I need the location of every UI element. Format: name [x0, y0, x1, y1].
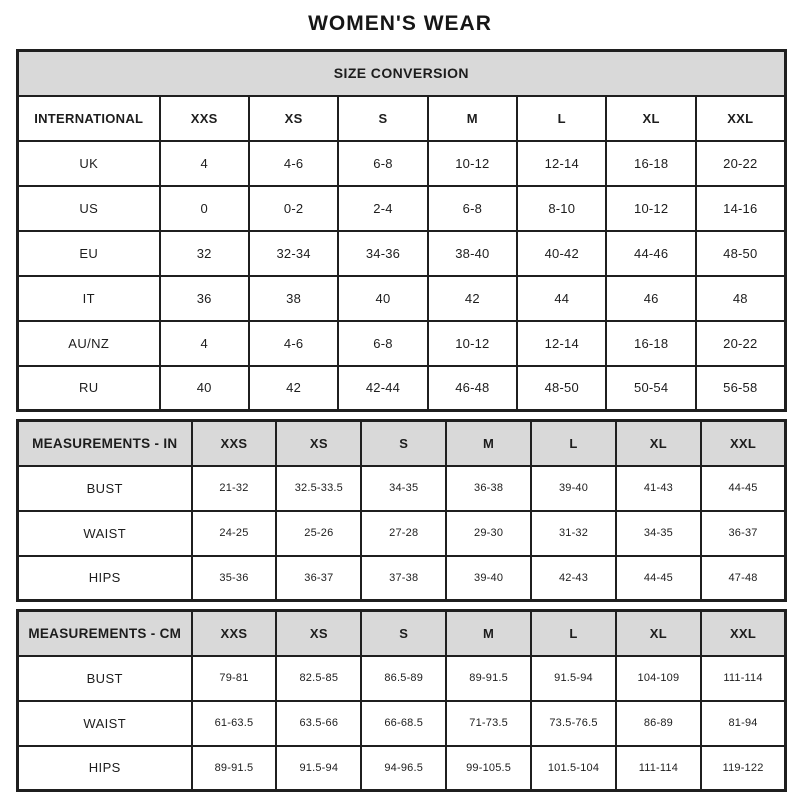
size-value-cell: 0 [160, 186, 249, 231]
size-value-cell: 40 [160, 366, 249, 411]
measurement-value-cell: 91.5-94 [276, 746, 361, 791]
size-conversion-title: SIZE CONVERSION [18, 51, 786, 96]
size-value-cell: 20-22 [696, 141, 785, 186]
size-column-header: XL [616, 421, 701, 466]
measurement-value-cell: 99-105.5 [446, 746, 531, 791]
measurement-value-cell: 39-40 [446, 556, 531, 601]
measurement-value-cell: 41-43 [616, 466, 701, 511]
measurement-value-cell: 66-68.5 [361, 701, 446, 746]
measurement-value-cell: 25-26 [276, 511, 361, 556]
measurement-value-cell: 39-40 [531, 466, 616, 511]
measurement-value-cell: 34-35 [361, 466, 446, 511]
size-value-cell: 46 [606, 276, 695, 321]
region-row-label: UK [18, 141, 160, 186]
measurement-value-cell: 89-91.5 [446, 656, 531, 701]
measurement-value-cell: 42-43 [531, 556, 616, 601]
size-value-cell: 34-36 [338, 231, 427, 276]
size-column-header: XS [276, 421, 361, 466]
measurement-value-cell: 71-73.5 [446, 701, 531, 746]
size-column-header: XL [606, 96, 695, 141]
size-column-header: XXS [192, 611, 277, 656]
measurement-value-cell: 101.5-104 [531, 746, 616, 791]
size-column-header: L [517, 96, 606, 141]
size-column-header: L [531, 421, 616, 466]
size-column-header: XL [616, 611, 701, 656]
size-column-header: XS [249, 96, 338, 141]
size-value-cell: 4-6 [249, 141, 338, 186]
size-value-cell: 4 [160, 141, 249, 186]
measurement-value-cell: 24-25 [192, 511, 277, 556]
measurement-value-cell: 29-30 [446, 511, 531, 556]
measurement-value-cell: 21-32 [192, 466, 277, 511]
size-value-cell: 44-46 [606, 231, 695, 276]
size-value-cell: 32 [160, 231, 249, 276]
size-value-cell: 48-50 [517, 366, 606, 411]
size-value-cell: 36 [160, 276, 249, 321]
measurement-row-label: WAIST [18, 511, 192, 556]
measurements-in-table-body [18, 421, 786, 601]
measurement-value-cell: 44-45 [616, 556, 701, 601]
measurement-value-cell: 86.5-89 [361, 656, 446, 701]
measurement-value-cell: 61-63.5 [192, 701, 277, 746]
measurement-value-cell: 111-114 [616, 746, 701, 791]
measurements-cm-title: MEASUREMENTS - CM [18, 611, 192, 656]
size-conversion-table [16, 49, 787, 412]
size-column-header: S [361, 421, 446, 466]
measurement-value-cell: 37-38 [361, 556, 446, 601]
size-column-header: M [446, 611, 531, 656]
size-value-cell: 50-54 [606, 366, 695, 411]
size-column-header: M [446, 421, 531, 466]
measurement-value-cell: 63.5-66 [276, 701, 361, 746]
size-value-cell: 48 [696, 276, 785, 321]
size-value-cell: 0-2 [249, 186, 338, 231]
size-value-cell: 42 [249, 366, 338, 411]
measurement-value-cell: 94-96.5 [361, 746, 446, 791]
size-value-cell: 6-8 [428, 186, 517, 231]
measurement-value-cell: 81-94 [701, 701, 786, 746]
measurement-value-cell: 44-45 [701, 466, 786, 511]
international-header: INTERNATIONAL [18, 96, 160, 141]
measurement-value-cell: 35-36 [192, 556, 277, 601]
region-row-label: IT [18, 276, 160, 321]
size-value-cell: 48-50 [696, 231, 785, 276]
size-value-cell: 12-14 [517, 141, 606, 186]
measurement-value-cell: 27-28 [361, 511, 446, 556]
measurement-value-cell: 79-81 [192, 656, 277, 701]
size-value-cell: 20-22 [696, 321, 785, 366]
measurement-value-cell: 119-122 [701, 746, 786, 791]
size-value-cell: 16-18 [606, 141, 695, 186]
size-value-cell: 40-42 [517, 231, 606, 276]
size-column-header: XXL [701, 611, 786, 656]
measurement-row-label: BUST [18, 656, 192, 701]
size-value-cell: 2-4 [338, 186, 427, 231]
measurement-value-cell: 104-109 [616, 656, 701, 701]
measurements-cm-table [16, 609, 787, 792]
measurement-value-cell: 89-91.5 [192, 746, 277, 791]
measurement-row-label: HIPS [18, 556, 192, 601]
measurement-row-label: BUST [18, 466, 192, 511]
measurements-cm-table-body [18, 611, 786, 791]
measurement-value-cell: 31-32 [531, 511, 616, 556]
region-row-label: EU [18, 231, 160, 276]
measurement-value-cell: 86-89 [616, 701, 701, 746]
measurement-value-cell: 82.5-85 [276, 656, 361, 701]
size-value-cell: 56-58 [696, 366, 785, 411]
measurement-value-cell: 91.5-94 [531, 656, 616, 701]
size-value-cell: 32-34 [249, 231, 338, 276]
size-value-cell: 40 [338, 276, 427, 321]
measurements-in-table [16, 419, 787, 602]
measurement-value-cell: 47-48 [701, 556, 786, 601]
size-column-header: S [361, 611, 446, 656]
size-value-cell: 10-12 [606, 186, 695, 231]
size-value-cell: 6-8 [338, 141, 427, 186]
size-value-cell: 38 [249, 276, 338, 321]
measurement-row-label: WAIST [18, 701, 192, 746]
measurements-in-title: MEASUREMENTS - IN [18, 421, 192, 466]
size-column-header: XS [276, 611, 361, 656]
region-row-label: RU [18, 366, 160, 411]
size-column-header: XXL [701, 421, 786, 466]
size-column-header: S [338, 96, 427, 141]
size-column-header: XXL [696, 96, 785, 141]
size-value-cell: 4 [160, 321, 249, 366]
size-value-cell: 42-44 [338, 366, 427, 411]
measurement-row-label: HIPS [18, 746, 192, 791]
size-value-cell: 42 [428, 276, 517, 321]
size-value-cell: 8-10 [517, 186, 606, 231]
size-conversion-table-body [18, 51, 786, 411]
size-value-cell: 46-48 [428, 366, 517, 411]
size-value-cell: 10-12 [428, 321, 517, 366]
measurement-value-cell: 36-37 [276, 556, 361, 601]
size-value-cell: 38-40 [428, 231, 517, 276]
measurement-value-cell: 32.5-33.5 [276, 466, 361, 511]
size-column-header: XXS [192, 421, 277, 466]
size-value-cell: 14-16 [696, 186, 785, 231]
size-column-header: XXS [160, 96, 249, 141]
measurement-value-cell: 111-114 [701, 656, 786, 701]
region-row-label: AU/NZ [18, 321, 160, 366]
size-value-cell: 6-8 [338, 321, 427, 366]
page-title: WOMEN'S WEAR [308, 12, 492, 35]
size-column-header: M [428, 96, 517, 141]
size-value-cell: 4-6 [249, 321, 338, 366]
measurement-value-cell: 36-38 [446, 466, 531, 511]
size-value-cell: 12-14 [517, 321, 606, 366]
region-row-label: US [18, 186, 160, 231]
measurement-value-cell: 34-35 [616, 511, 701, 556]
size-value-cell: 44 [517, 276, 606, 321]
size-value-cell: 16-18 [606, 321, 695, 366]
measurement-value-cell: 36-37 [701, 511, 786, 556]
size-value-cell: 10-12 [428, 141, 517, 186]
measurement-value-cell: 73.5-76.5 [531, 701, 616, 746]
size-column-header: L [531, 611, 616, 656]
